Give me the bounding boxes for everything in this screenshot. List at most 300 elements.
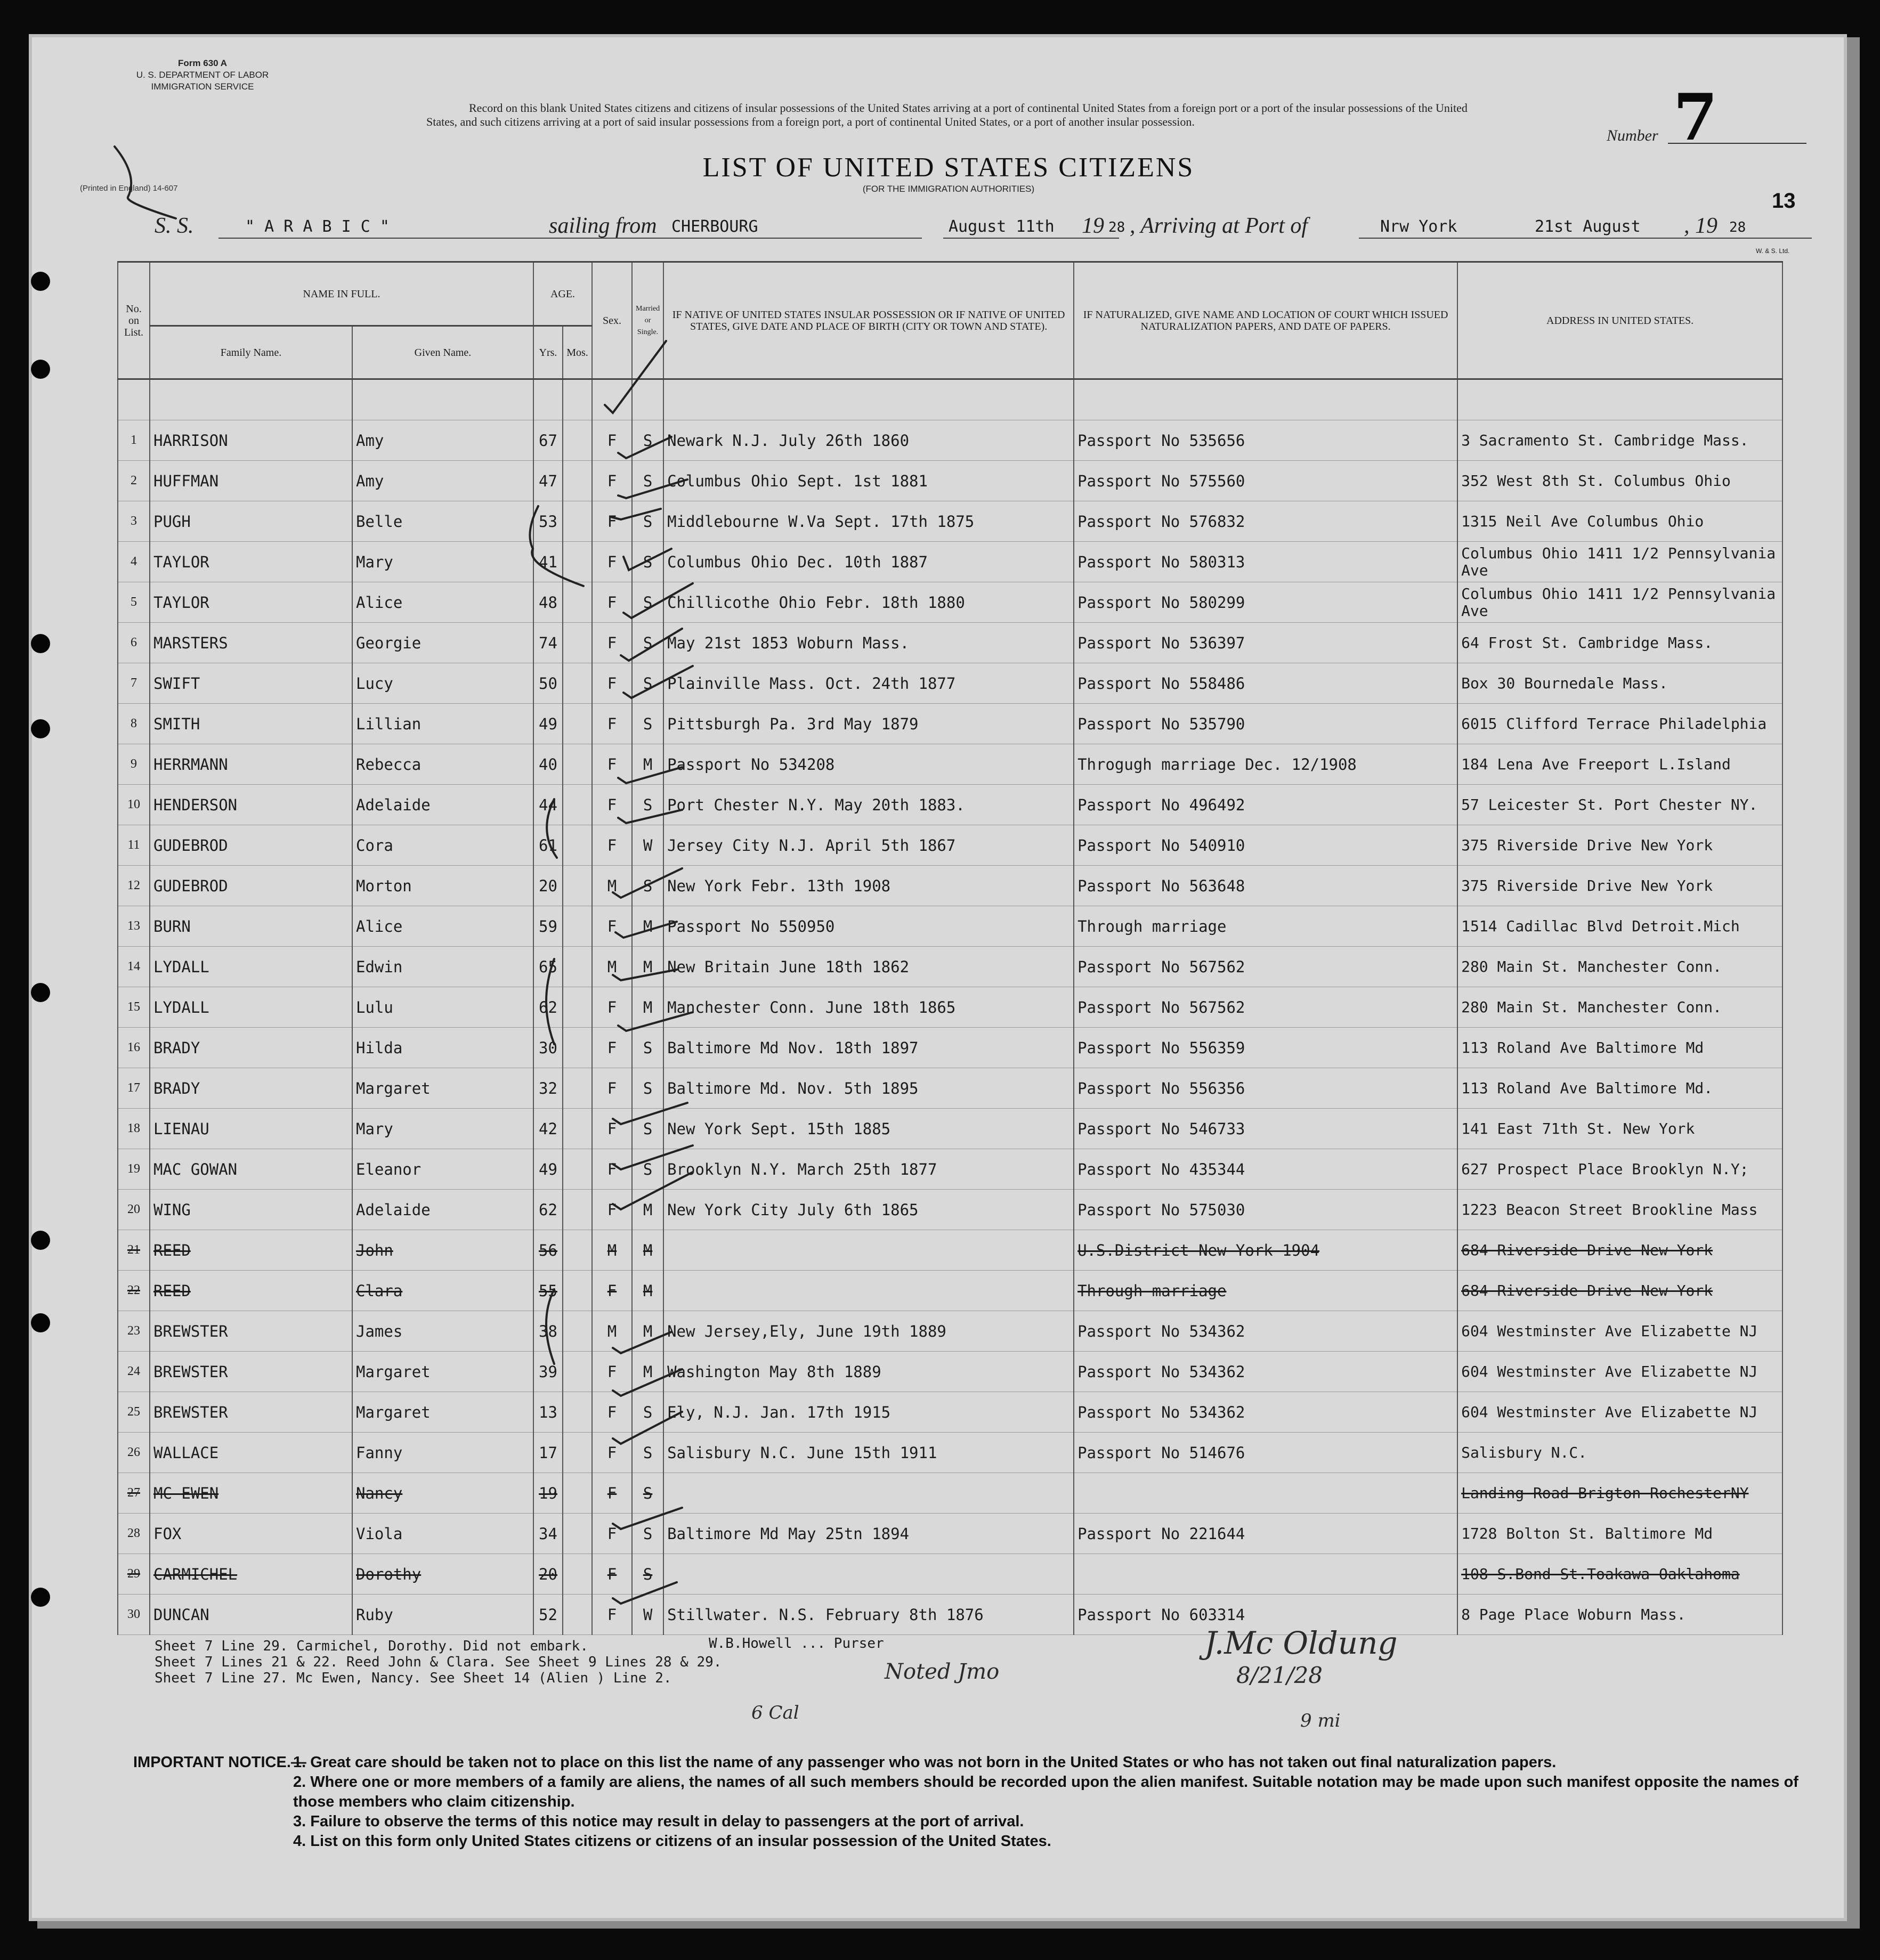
bracket — [547, 799, 557, 858]
given-name: Rebecca — [352, 744, 533, 785]
birth-place-date: Stillwater. N.S. February 8th 1876 — [663, 1595, 1074, 1635]
checkmark — [613, 1369, 682, 1396]
given-name: Lucy — [352, 663, 533, 704]
birth-place-date: Middlebourne W.Va Sept. 17th 1875 — [663, 501, 1074, 542]
family-name: HERRMANN — [150, 744, 352, 785]
address: 684 Riverside Drive New York — [1457, 1230, 1782, 1271]
given-name: Margaret — [352, 1352, 533, 1392]
age-years: 20 — [533, 1554, 563, 1595]
sex: F — [592, 582, 632, 623]
checkmark — [623, 549, 671, 570]
marital-status: S — [632, 785, 663, 825]
sex: F — [592, 704, 632, 744]
given-name: Margaret — [352, 1392, 533, 1433]
signature-date: 8/21/28 — [1236, 1662, 1323, 1688]
date-to: 21st August — [1535, 217, 1641, 236]
birth-place-date: Pittsburgh Pa. 3rd May 1879 — [663, 704, 1074, 744]
year-to: 28 — [1729, 219, 1746, 235]
checkmark — [618, 767, 682, 783]
age-years: 53 — [533, 501, 563, 542]
bracket — [546, 959, 554, 1044]
row-number: 11 — [118, 825, 150, 866]
marital-status: S — [632, 582, 663, 623]
family-name: WING — [150, 1190, 352, 1230]
age-years: 50 — [533, 663, 563, 704]
row-number: 18 — [118, 1109, 150, 1149]
address: Box 30 Bournedale Mass. — [1457, 663, 1782, 704]
marital-status: S — [632, 420, 663, 461]
marital-status: S — [632, 501, 663, 542]
given-name: Edwin — [352, 947, 533, 987]
sex: F — [592, 906, 632, 947]
col-given-name: Given Name. — [352, 326, 533, 379]
row-number: 5 — [118, 582, 150, 623]
marital-status: S — [632, 1392, 663, 1433]
sex: F — [592, 1271, 632, 1311]
row-number: 10 — [118, 785, 150, 825]
row-number: 15 — [118, 987, 150, 1028]
naturalization: Passport No 514676 — [1074, 1433, 1457, 1473]
naturalization: Passport No 556356 — [1074, 1068, 1457, 1109]
sex: M — [592, 947, 632, 987]
given-name: Adelaide — [352, 785, 533, 825]
address: 8 Page Place Woburn Mass. — [1457, 1595, 1782, 1635]
address: Landing Road Brigton RochesterNY — [1457, 1473, 1782, 1514]
sex: F — [592, 461, 632, 501]
given-name: Clara — [352, 1271, 533, 1311]
address: 375 Riverside Drive New York — [1457, 825, 1782, 866]
family-name: WALLACE — [150, 1433, 352, 1473]
checkmark — [618, 1012, 693, 1031]
family-name: BRADY — [150, 1028, 352, 1068]
birth-place-date: Baltimore Md May 25tn 1894 — [663, 1514, 1074, 1554]
col-mos: Mos. — [563, 326, 592, 379]
page-title: LIST OF UNITED STATES CITIZENS — [702, 152, 1195, 183]
sex: F — [592, 1473, 632, 1514]
checkmark — [613, 1412, 682, 1444]
checkmark — [613, 1508, 682, 1529]
family-name: REED — [150, 1271, 352, 1311]
form-number: Form 630 A — [178, 58, 227, 68]
age-years: 65 — [533, 947, 563, 987]
birth-place-date: Columbus Ohio Dec. 10th 1887 — [663, 542, 1074, 582]
row-number: 23 — [118, 1311, 150, 1352]
age-years: 40 — [533, 744, 563, 785]
given-name: Alice — [352, 906, 533, 947]
row-number: 16 — [118, 1028, 150, 1068]
arriving-label: , Arriving at Port of — [1130, 214, 1308, 238]
family-name: BURN — [150, 906, 352, 947]
family-name: HUFFMAN — [150, 461, 352, 501]
family-name: BREWSTER — [150, 1311, 352, 1352]
address: 108 S.Bond St.Toakawa Oaklahoma — [1457, 1554, 1782, 1595]
address: 113 Roland Ave Baltimore Md. — [1457, 1068, 1782, 1109]
sex: F — [592, 1068, 632, 1109]
family-name: MAC GOWAN — [150, 1149, 352, 1190]
checkmark — [618, 479, 687, 498]
given-name: Nancy — [352, 1473, 533, 1514]
age-years: 44 — [533, 785, 563, 825]
checkmark — [615, 922, 677, 938]
col-sex: Sex. — [592, 262, 632, 379]
marital-status: S — [632, 704, 663, 744]
checkmark — [618, 810, 682, 823]
birth-place-date: May 21st 1853 Woburn Mass. — [663, 623, 1074, 663]
given-name: Morton — [352, 866, 533, 906]
given-name: Mary — [352, 1109, 533, 1149]
marital-status: S — [632, 1473, 663, 1514]
marital-status: W — [632, 1595, 663, 1635]
sailing-label: sailing from — [549, 214, 657, 238]
address: 1315 Neil Ave Columbus Ohio — [1457, 501, 1782, 542]
sex: F — [592, 1352, 632, 1392]
naturalization: Passport No 603314 — [1074, 1595, 1457, 1635]
row-number: 4 — [118, 542, 150, 582]
col-name-in-full: NAME IN FULL. — [150, 262, 533, 326]
bracket — [530, 506, 584, 586]
notice-item: 4. List on this form only United States citizens or citizens of an insular possession of the United States. — [293, 1833, 1051, 1850]
naturalization: U.S.District New York 1904 — [1074, 1230, 1457, 1271]
naturalization: Passport No 556359 — [1074, 1028, 1457, 1068]
address: 604 Westminster Ave Elizabette NJ — [1457, 1392, 1782, 1433]
given-name: Eleanor — [352, 1149, 533, 1190]
age-years: 20 — [533, 866, 563, 906]
naturalization: Passport No 580299 — [1074, 582, 1457, 623]
footer-notes — [155, 1638, 722, 1686]
address: Columbus Ohio 1411 1/2 Pennsylvania Ave — [1457, 542, 1782, 582]
age-years: 74 — [533, 623, 563, 663]
family-name: HARRISON — [150, 420, 352, 461]
checkmark — [613, 1332, 671, 1353]
sex: F — [592, 1554, 632, 1595]
port-from: CHERBOURG — [671, 217, 758, 236]
birth-place-date: Washington May 8th 1889 — [663, 1352, 1074, 1392]
naturalization: Passport No 575030 — [1074, 1190, 1457, 1230]
sex: F — [592, 987, 632, 1028]
family-name: LYDALL — [150, 987, 352, 1028]
col-naturalized: IF NATURALIZED, GIVE NAME AND LOCATION OF COURT WHICH ISSUED NATURALIZATION PAPERS, AND DATE OF PAPERS. — [1074, 262, 1457, 379]
noted-mark: Noted Jmo — [885, 1660, 1000, 1684]
family-name: LYDALL — [150, 947, 352, 987]
date-from: August 11th — [949, 217, 1055, 236]
checkmark — [613, 970, 677, 980]
naturalization: Passport No 575560 — [1074, 461, 1457, 501]
row-number: 24 — [118, 1352, 150, 1392]
checkmark — [623, 583, 693, 618]
marital-status: S — [632, 1514, 663, 1554]
birth-place-date: Baltimore Md Nov. 18th 1897 — [663, 1028, 1074, 1068]
naturalization: Passport No 535656 — [1074, 420, 1457, 461]
given-name: Viola — [352, 1514, 533, 1554]
intro-text: Record on this blank United States citizens and citizens of insular possessions of the United States arriving at a port of continental United States from a foreign port or a port of the insular possessions of the United States, and such citizens arriving at a port of said insular possessions from a foreign port, a port of continental United States, or a port of another insular possession. — [426, 101, 1468, 128]
naturalization: Passport No 540910 — [1074, 825, 1457, 866]
marital-status: S — [632, 461, 663, 501]
age-years: 41 — [533, 542, 563, 582]
row-number: 19 — [118, 1149, 150, 1190]
age-years: 62 — [533, 1190, 563, 1230]
age-years: 47 — [533, 461, 563, 501]
sex: F — [592, 623, 632, 663]
marital-status: S — [632, 1109, 663, 1149]
sex: F — [592, 1433, 632, 1473]
family-name: GUDEBROD — [150, 825, 352, 866]
year-prefix: 19 — [1082, 214, 1104, 238]
sex: F — [592, 1392, 632, 1433]
family-name: MARSTERS — [150, 623, 352, 663]
notice-item: 1. Great care should be taken not to place on this list the name of any passenger who was not born in the United States or who has not taken out final naturalization papers. — [293, 1754, 1557, 1771]
row-number: 28 — [118, 1514, 150, 1554]
family-name: PUGH — [150, 501, 352, 542]
family-name: BRADY — [150, 1068, 352, 1109]
given-name: John — [352, 1230, 533, 1271]
address: 6015 Clifford Terrace Philadelphia — [1457, 704, 1782, 744]
birth-place-date: Passport No 550950 — [663, 906, 1074, 947]
naturalization: Passport No 567562 — [1074, 947, 1457, 987]
address: Columbus Ohio 1411 1/2 Pennsylvania Ave — [1457, 582, 1782, 623]
age-years: 34 — [533, 1514, 563, 1554]
age-years: 13 — [533, 1392, 563, 1433]
age-years: 49 — [533, 1149, 563, 1190]
year-from: 28 — [1108, 219, 1125, 235]
age-years: 62 — [533, 987, 563, 1028]
given-name: Alice — [352, 582, 533, 623]
row-number: 7 — [118, 663, 150, 704]
birth-place-date: New York City July 6th 1865 — [663, 1190, 1074, 1230]
page-number: 13 — [1772, 189, 1796, 213]
naturalization: Passport No 435344 — [1074, 1149, 1457, 1190]
given-name: Lillian — [352, 704, 533, 744]
naturalization: Passport No 534362 — [1074, 1352, 1457, 1392]
notice-item: 2. Where one or more members of a family are aliens, the names of all such members should be recorded upon the alien manifest. Suitable notation may be made upon such manifest opposite the names of those members who claim citizenship. — [293, 1774, 1798, 1810]
marital-status: S — [632, 866, 663, 906]
purser-signature: W.B.Howell ... Purser — [709, 1636, 884, 1652]
address: 64 Frost St. Cambridge Mass. — [1457, 623, 1782, 663]
naturalization: Passport No 580313 — [1074, 542, 1457, 582]
naturalization: Passport No 221644 — [1074, 1514, 1457, 1554]
given-name: Dorothy — [352, 1554, 533, 1595]
given-name: Mary — [352, 542, 533, 582]
age-years: 52 — [533, 1595, 563, 1635]
naturalization: Through marriage — [1074, 1271, 1457, 1311]
given-name: Margaret — [352, 1068, 533, 1109]
col-birth: IF NATIVE OF UNITED STATES INSULAR POSSESSION OR IF NATIVE OF UNITED STATES, GIVE DATE AND PLACE OF BIRTH (CITY OR TOWN AND STATE). — [663, 262, 1074, 379]
number-label: Number — [1607, 127, 1658, 144]
sex: F — [592, 420, 632, 461]
printed-mark: (Printed in England) 14-607 — [80, 184, 178, 193]
address: 352 West 8th St. Columbus Ohio — [1457, 461, 1782, 501]
naturalization: Passport No 534362 — [1074, 1392, 1457, 1433]
sex: F — [592, 825, 632, 866]
col-yrs: Yrs. — [533, 326, 563, 379]
row-number: 20 — [118, 1190, 150, 1230]
birth-place-date: New Jersey,Ely, June 19th 1889 — [663, 1311, 1074, 1352]
page-subtitle: (FOR THE IMMIGRATION AUTHORITIES) — [862, 184, 1035, 194]
note-line: Sheet 7 Lines 21 & 22. Reed John & Clara. See Sheet 9 Lines 28 & 29. — [155, 1654, 722, 1670]
marital-status: M — [632, 1311, 663, 1352]
address: 375 Riverside Drive New York — [1457, 866, 1782, 906]
marital-status: S — [632, 1068, 663, 1109]
service: IMMIGRATION SERVICE — [151, 82, 254, 92]
birth-place-date: New York Sept. 15th 1885 — [663, 1109, 1074, 1149]
inspector-signature: J.Mc Oldung — [1204, 1625, 1398, 1661]
birth-place-date: Baltimore Md. Nov. 5th 1895 — [663, 1068, 1074, 1109]
given-name: James — [352, 1311, 533, 1352]
given-name: Lulu — [352, 987, 533, 1028]
birth-place-date: Port Chester N.Y. May 20th 1883. — [663, 785, 1074, 825]
row-number: 2 — [118, 461, 150, 501]
sex: F — [592, 1028, 632, 1068]
age-years: 42 — [533, 1109, 563, 1149]
family-name: HENDERSON — [150, 785, 352, 825]
row-number: 21 — [118, 1230, 150, 1271]
family-name: MC EWEN — [150, 1473, 352, 1514]
birth-place-date: Chillicothe Ohio Febr. 18th 1880 — [663, 582, 1074, 623]
sex: F — [592, 1514, 632, 1554]
row-number: 1 — [118, 420, 150, 461]
address: 280 Main St. Manchester Conn. — [1457, 947, 1782, 987]
address: 184 Lena Ave Freeport L.Island — [1457, 744, 1782, 785]
family-name: GUDEBROD — [150, 866, 352, 906]
family-name: SWIFT — [150, 663, 352, 704]
age-years: 67 — [533, 420, 563, 461]
marital-status: M — [632, 1190, 663, 1230]
address: 604 Westminster Ave Elizabette NJ — [1457, 1311, 1782, 1352]
address: 684 Riverside Drive New York — [1457, 1271, 1782, 1311]
family-name: SMITH — [150, 704, 352, 744]
marital-status: S — [632, 1433, 663, 1473]
birth-place-date: Passport No 534208 — [663, 744, 1074, 785]
note-line: Sheet 7 Line 27. Mc Ewen, Nancy. See Sheet 14 (Alien ) Line 2. — [155, 1670, 672, 1686]
marital-status: M — [632, 1230, 663, 1271]
row-number: 29 — [118, 1554, 150, 1595]
address: Salisbury N.C. — [1457, 1433, 1782, 1473]
marital-status: S — [632, 663, 663, 704]
naturalization: Passport No 567562 — [1074, 987, 1457, 1028]
address: 141 East 71th St. New York — [1457, 1109, 1782, 1149]
address: 280 Main St. Manchester Conn. — [1457, 987, 1782, 1028]
bracket — [546, 1289, 554, 1364]
sex: M — [592, 1230, 632, 1271]
marital-status: M — [632, 947, 663, 987]
row-number: 6 — [118, 623, 150, 663]
family-name: TAYLOR — [150, 542, 352, 582]
col-married: Married or Single. — [632, 262, 663, 379]
sex: F — [592, 1595, 632, 1635]
marital-status: S — [632, 1028, 663, 1068]
row-number: 8 — [118, 704, 150, 744]
row-number: 13 — [118, 906, 150, 947]
port-to: Nrw York — [1380, 217, 1457, 236]
age-years: 61 — [533, 825, 563, 866]
row-number: 17 — [118, 1068, 150, 1109]
sex: F — [592, 1109, 632, 1149]
row-number: 25 — [118, 1392, 150, 1433]
birth-place-date: New Britain June 18th 1862 — [663, 947, 1074, 987]
sex: M — [592, 866, 632, 906]
marital-status: M — [632, 1271, 663, 1311]
birth-place-date: Manchester Conn. June 18th 1865 — [663, 987, 1074, 1028]
birth-place-date: Jersey City N.J. April 5th 1867 — [663, 825, 1074, 866]
age-years: 39 — [533, 1352, 563, 1392]
birth-place-date: Newark N.J. July 26th 1860 — [663, 420, 1074, 461]
given-name: Cora — [352, 825, 533, 866]
naturalization: Passport No 563648 — [1074, 866, 1457, 906]
given-name: Amy — [352, 420, 533, 461]
row-number: 3 — [118, 501, 150, 542]
address: 113 Roland Ave Baltimore Md — [1457, 1028, 1782, 1068]
col-family-name: Family Name. — [150, 326, 352, 379]
checkmark — [613, 1582, 677, 1604]
marital-status: M — [632, 744, 663, 785]
marital-status: M — [632, 987, 663, 1028]
sex: F — [592, 785, 632, 825]
birth-place-date: Plainville Mass. Oct. 24th 1877 — [663, 663, 1074, 704]
given-name: Hilda — [352, 1028, 533, 1068]
checkmark — [613, 1103, 687, 1124]
family-name: REED — [150, 1230, 352, 1271]
checkmark — [613, 1145, 693, 1169]
row-number: 9 — [118, 744, 150, 785]
checkmark — [623, 666, 693, 698]
age-years: 48 — [533, 582, 563, 623]
notice-item: 3. Failure to observe the terms of this notice may result in delay to passengers at the port of arrival. — [293, 1813, 1024, 1830]
ship-name: " A R A B I C " — [245, 217, 390, 236]
marital-status: S — [632, 542, 663, 582]
row-number: 12 — [118, 866, 150, 906]
row-number: 27 — [118, 1473, 150, 1514]
marital-status: S — [632, 1149, 663, 1190]
marital-status: M — [632, 1352, 663, 1392]
checkmark — [610, 509, 661, 519]
given-name: Georgie — [352, 623, 533, 663]
note-line: Sheet 7 Line 29. Carmichel, Dorothy. Did not embark. — [155, 1638, 588, 1654]
age-years: 49 — [533, 704, 563, 744]
given-name: Adelaide — [352, 1190, 533, 1230]
checkmark — [605, 341, 666, 413]
sex: F — [592, 744, 632, 785]
voyage-line: S. S. " A R A B I C " sailing from CHERBOURG August 11th 19 28 , Arriving at Port of Nrw York 21st August , 19 28 — [155, 213, 1796, 245]
row-number: 14 — [118, 947, 150, 987]
family-name: BREWSTER — [150, 1352, 352, 1392]
age-years: 55 — [533, 1271, 563, 1311]
family-name: BREWSTER — [150, 1392, 352, 1433]
naturalization: Passport No 546733 — [1074, 1109, 1457, 1149]
ss-label: S. S. — [155, 214, 194, 238]
marital-status: W — [632, 825, 663, 866]
birth-place-date: Salisbury N.C. June 15th 1911 — [663, 1433, 1074, 1473]
naturalization: Passport No 535790 — [1074, 704, 1457, 744]
naturalization: Passport No 536397 — [1074, 623, 1457, 663]
row-number: 26 — [118, 1433, 150, 1473]
col-address: ADDRESS IN UNITED STATES. — [1457, 262, 1782, 379]
naturalization: Throgugh marriage Dec. 12/1908 — [1074, 744, 1457, 785]
col-age: AGE. — [533, 262, 592, 326]
row-number: 30 — [118, 1595, 150, 1635]
address: 627 Prospect Place Brooklyn N.Y; — [1457, 1149, 1782, 1190]
checkmark — [613, 868, 682, 898]
address: 1223 Beacon Street Brookline Mass — [1457, 1190, 1782, 1230]
checkmark — [613, 1172, 693, 1209]
age-years: 38 — [533, 1311, 563, 1352]
family-name: CARMICHEL — [150, 1554, 352, 1595]
sex: F — [592, 501, 632, 542]
naturalization: Passport No 496492 — [1074, 785, 1457, 825]
address: 57 Leicester St. Port Chester NY. — [1457, 785, 1782, 825]
handwritten-note: 6 Cal — [751, 1702, 799, 1723]
age-years: 19 — [533, 1473, 563, 1514]
age-years: 30 — [533, 1028, 563, 1068]
list-number: 7 — [1673, 80, 1718, 155]
